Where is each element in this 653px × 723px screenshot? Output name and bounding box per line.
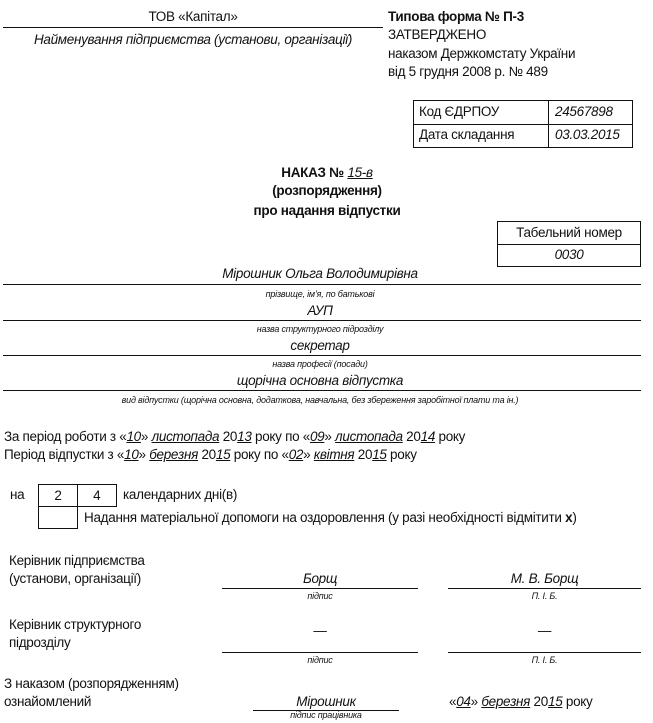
head-label-1: Керівник підприємства	[9, 553, 145, 568]
aid-label	[84, 509, 577, 527]
order-number: 15-в	[347, 165, 373, 180]
days-prefix: на	[10, 487, 25, 502]
text: «	[449, 694, 457, 709]
days-suffix: календарних дні(в)	[123, 487, 238, 502]
text: року по «	[230, 447, 289, 462]
name-line	[3, 284, 641, 285]
work-to-year: 14	[420, 429, 436, 444]
text: 20	[402, 429, 421, 444]
position: секретар	[290, 338, 350, 353]
work-from-year: 13	[237, 429, 252, 444]
edrpou-label: Код ЄДРПОУ	[419, 104, 500, 119]
dept-name-caption: П. І. Б.	[531, 655, 558, 665]
date-label: Дата складання	[419, 127, 515, 142]
department-caption: назва структурного підрозділу	[256, 324, 384, 334]
text: 20	[354, 447, 373, 462]
employee-name: Мірошник Ольга Володимирівна	[222, 266, 418, 281]
dept-label-2: підрозділу	[9, 635, 71, 650]
text: »	[470, 694, 482, 709]
leave-type: щорічна основна відпустка	[236, 373, 404, 388]
head-name-line	[448, 588, 641, 589]
ack-label-2: ознайомлений	[4, 694, 92, 709]
text: »	[140, 429, 152, 444]
work-to-day: 09	[309, 429, 325, 444]
work-from-day: 10	[126, 429, 141, 444]
leave-period	[4, 446, 417, 464]
text: року по «	[251, 429, 310, 444]
ack-label-1: З наказом (розпорядженням)	[4, 676, 179, 691]
date-value: 03.03.2015	[555, 127, 620, 142]
text: Період відпустки з «	[4, 447, 125, 462]
order-subject: про надання відпустки	[253, 203, 401, 218]
codes-table	[413, 100, 633, 148]
aid-mark: х	[565, 510, 573, 525]
work-to-month: листопада	[335, 429, 403, 444]
company-underline	[3, 27, 383, 28]
text: »	[303, 447, 314, 462]
ack-month: березня	[481, 694, 531, 709]
order-prefix: НАКАЗ №	[281, 165, 344, 180]
work-from-month: листопада	[151, 429, 220, 444]
leave-to-year: 15	[372, 447, 387, 462]
leave-from-month: березня	[149, 447, 198, 462]
ack-date	[449, 693, 592, 711]
text: 20	[530, 694, 548, 709]
company-caption: Найменування підприємства (установи, організації)	[33, 32, 353, 47]
work-period	[4, 428, 465, 446]
dept-signature-caption: підпис	[307, 655, 333, 665]
head-name-caption: П. І. Б.	[531, 591, 558, 601]
dept-name: —	[537, 623, 552, 638]
dept-name-line	[448, 652, 641, 653]
order-subtitle: (розпорядження)	[272, 183, 382, 198]
position-caption: назва професії (посади)	[272, 359, 368, 369]
text: Надання матеріальної допомоги на оздоровлення (у разі необхідності відмітити	[84, 510, 566, 525]
leave-type-caption: вид відпустки (щорічна основна, додаткова, навчальна, без збереження заробітної плати та ін.)	[121, 395, 519, 405]
tab-number-value: 0030	[554, 247, 584, 262]
text: року	[435, 429, 466, 444]
leave-type-line	[3, 390, 641, 391]
ack-signature: Мірошник	[296, 694, 356, 709]
leave-from-year: 15	[215, 447, 231, 462]
text: »	[138, 447, 150, 462]
form-title: Типова форма № П-3	[388, 9, 524, 24]
head-name: М. В. Борщ	[510, 571, 579, 586]
days-digit-1: 2	[38, 484, 78, 507]
text: року	[562, 694, 593, 709]
department: АУП	[307, 303, 333, 318]
leave-to-month: квітня	[313, 447, 355, 462]
approved-by: наказом Держкомстату України	[388, 46, 576, 61]
text: )	[572, 510, 577, 525]
name-caption: прізвище, ім’я, по батькові	[265, 289, 375, 299]
company-name: ТОВ «Капітал»	[148, 9, 238, 24]
head-signature-caption: підпис	[307, 591, 333, 601]
ack-signature-caption: підпис працівника	[290, 710, 362, 720]
approved-label: ЗАТВЕРДЖЕНО	[388, 27, 487, 42]
dept-signature: —	[313, 623, 327, 638]
text: 20	[198, 447, 216, 462]
edrpou-value: 24567898	[555, 104, 613, 119]
position-line	[3, 355, 641, 356]
ack-year: 15	[547, 694, 563, 709]
dept-signature-line	[222, 652, 418, 653]
tab-number-table	[497, 221, 641, 267]
aid-checkbox[interactable]	[38, 506, 78, 529]
text: За період роботи з «	[4, 429, 127, 444]
approved-date: від 5 грудня 2008 р. № 489	[388, 64, 548, 79]
order-title	[200, 164, 454, 182]
head-signature-line	[222, 588, 418, 589]
text: року	[386, 447, 417, 462]
dept-label-1: Керівник структурного	[9, 617, 142, 632]
leave-to-day: 02	[288, 447, 304, 462]
tab-number-label: Табельний номер	[516, 225, 622, 240]
department-line	[3, 320, 641, 321]
head-signature: Борщ	[302, 571, 338, 586]
head-label-2: (установи, організації)	[9, 571, 141, 586]
ack-day: 04	[456, 694, 471, 709]
leave-from-day: 10	[124, 447, 139, 462]
days-digit-2: 4	[77, 484, 117, 507]
text: »	[324, 429, 336, 444]
text: 20	[219, 429, 238, 444]
